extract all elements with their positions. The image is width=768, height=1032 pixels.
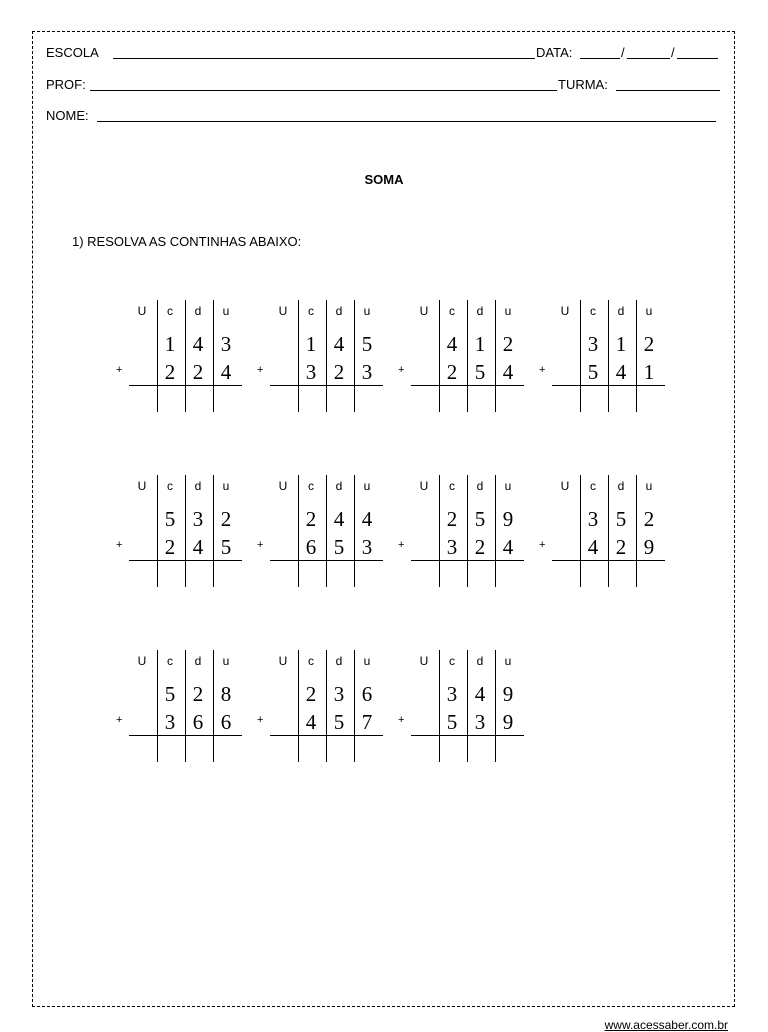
class-field[interactable] [616, 90, 720, 91]
sum-line [270, 735, 383, 736]
column-divider [185, 650, 186, 762]
bottom-digit: 5 [446, 710, 458, 734]
column-header: u [504, 654, 512, 668]
top-digit: 5 [361, 332, 373, 356]
column-header: u [222, 654, 230, 668]
bottom-digit: 3 [361, 360, 373, 384]
column-header: c [449, 479, 455, 493]
sum-line [552, 560, 665, 561]
footer-url[interactable]: www.acessaber.com.br [604, 1018, 728, 1032]
top-digit: 4 [333, 332, 345, 356]
bottom-digit: 2 [446, 360, 458, 384]
addition-problem [254, 650, 404, 760]
sum-line [129, 560, 242, 561]
column-header: u [363, 304, 371, 318]
column-header: u [222, 479, 230, 493]
column-header: d [335, 304, 343, 318]
column-header: d [617, 304, 625, 318]
column-divider [608, 475, 609, 587]
bottom-digit: 3 [446, 535, 458, 559]
column-header: c [449, 304, 455, 318]
column-divider [326, 475, 327, 587]
plus-sign: + [539, 539, 546, 551]
column-divider [213, 475, 214, 587]
column-header: c [590, 479, 596, 493]
date-separator: / [621, 45, 625, 60]
column-divider [580, 300, 581, 412]
top-digit: 3 [587, 332, 599, 356]
school-field[interactable] [113, 58, 535, 59]
top-digit: 4 [446, 332, 458, 356]
column-header: U [419, 479, 429, 493]
column-header: d [194, 654, 202, 668]
column-header: c [308, 654, 314, 668]
column-header: d [335, 654, 343, 668]
column-divider [495, 300, 496, 412]
bottom-digit: 2 [164, 535, 176, 559]
sum-line [270, 560, 383, 561]
plus-sign: + [257, 364, 264, 376]
column-divider [636, 300, 637, 412]
column-header: u [363, 479, 371, 493]
bottom-digit: 3 [305, 360, 317, 384]
bottom-digit: 4 [220, 360, 232, 384]
sum-line [411, 385, 524, 386]
column-divider [185, 475, 186, 587]
name-label: NOME: [46, 108, 89, 123]
sum-line [411, 735, 524, 736]
column-divider [439, 650, 440, 762]
column-divider [439, 475, 440, 587]
column-divider [157, 650, 158, 762]
column-header: U [137, 654, 147, 668]
bottom-digit: 2 [474, 535, 486, 559]
sum-line [411, 560, 524, 561]
top-digit: 2 [220, 507, 232, 531]
top-digit: 2 [305, 682, 317, 706]
top-digit: 2 [305, 507, 317, 531]
bottom-digit: 3 [474, 710, 486, 734]
top-digit: 2 [192, 682, 204, 706]
addition-problem [113, 300, 263, 410]
column-header: U [137, 479, 147, 493]
bottom-digit: 5 [333, 710, 345, 734]
column-divider [326, 650, 327, 762]
plus-sign: + [116, 714, 123, 726]
column-header: U [278, 304, 288, 318]
top-digit: 1 [615, 332, 627, 356]
bottom-digit: 6 [305, 535, 317, 559]
top-digit: 2 [446, 507, 458, 531]
column-header: c [167, 479, 173, 493]
column-header: u [363, 654, 371, 668]
column-header: c [449, 654, 455, 668]
bottom-digit: 4 [502, 535, 514, 559]
column-divider [467, 475, 468, 587]
bottom-digit: 1 [643, 360, 655, 384]
top-digit: 3 [446, 682, 458, 706]
bottom-digit: 2 [192, 360, 204, 384]
top-digit: 4 [333, 507, 345, 531]
addition-problem [395, 300, 545, 410]
top-digit: 5 [615, 507, 627, 531]
school-label: ESCOLA [46, 45, 99, 60]
column-header: u [645, 304, 653, 318]
column-divider [298, 475, 299, 587]
column-header: c [308, 479, 314, 493]
column-divider [467, 300, 468, 412]
addition-problem [536, 475, 686, 585]
sum-line [270, 385, 383, 386]
addition-problem [395, 475, 545, 585]
bottom-digit: 4 [502, 360, 514, 384]
top-digit: 1 [305, 332, 317, 356]
column-header: c [167, 654, 173, 668]
top-digit: 5 [164, 682, 176, 706]
top-digit: 4 [192, 332, 204, 356]
date-label: DATA: [536, 45, 573, 60]
top-digit: 2 [502, 332, 514, 356]
top-digit: 9 [502, 507, 514, 531]
bottom-digit: 5 [587, 360, 599, 384]
sum-line [129, 735, 242, 736]
teacher-label: PROF: [46, 77, 86, 92]
top-digit: 1 [164, 332, 176, 356]
column-divider [636, 475, 637, 587]
plus-sign: + [398, 364, 405, 376]
top-digit: 5 [164, 507, 176, 531]
plus-sign: + [398, 714, 405, 726]
bottom-digit: 9 [502, 710, 514, 734]
column-header: d [476, 654, 484, 668]
date-separator: / [671, 45, 675, 60]
plus-sign: + [116, 364, 123, 376]
bottom-digit: 3 [361, 535, 373, 559]
column-divider [157, 475, 158, 587]
addition-problem [536, 300, 686, 410]
bottom-digit: 4 [615, 360, 627, 384]
top-digit: 6 [361, 682, 373, 706]
column-header: c [308, 304, 314, 318]
bottom-digit: 6 [220, 710, 232, 734]
top-digit: 3 [587, 507, 599, 531]
column-header: u [222, 304, 230, 318]
column-divider [580, 475, 581, 587]
top-digit: 3 [192, 507, 204, 531]
column-header: c [590, 304, 596, 318]
instruction-text: 1) RESOLVA AS CONTINHAS ABAIXO: [72, 234, 302, 249]
column-header: d [476, 479, 484, 493]
column-divider [326, 300, 327, 412]
column-divider [354, 475, 355, 587]
bottom-digit: 3 [164, 710, 176, 734]
plus-sign: + [398, 539, 405, 551]
column-divider [185, 300, 186, 412]
date-year-field[interactable] [677, 58, 718, 59]
column-divider [213, 300, 214, 412]
column-header: d [617, 479, 625, 493]
addition-problem [113, 475, 263, 585]
bottom-digit: 4 [587, 535, 599, 559]
bottom-digit: 7 [361, 710, 373, 734]
column-header: U [560, 479, 570, 493]
page-title: SOMA [364, 172, 404, 187]
date-day-field[interactable] [580, 58, 620, 59]
top-digit: 4 [361, 507, 373, 531]
addition-problem [254, 300, 404, 410]
plus-sign: + [539, 364, 546, 376]
column-header: d [194, 304, 202, 318]
top-digit: 3 [220, 332, 232, 356]
bottom-digit: 5 [474, 360, 486, 384]
column-divider [354, 300, 355, 412]
top-digit: 5 [474, 507, 486, 531]
name-field[interactable] [97, 121, 716, 122]
column-divider [354, 650, 355, 762]
top-digit: 8 [220, 682, 232, 706]
bottom-digit: 2 [333, 360, 345, 384]
sum-line [552, 385, 665, 386]
plus-sign: + [116, 539, 123, 551]
column-divider [157, 300, 158, 412]
top-digit: 4 [474, 682, 486, 706]
column-header: U [278, 479, 288, 493]
bottom-digit: 4 [192, 535, 204, 559]
column-divider [298, 300, 299, 412]
top-digit: 3 [333, 682, 345, 706]
addition-problem [113, 650, 263, 760]
column-header: u [645, 479, 653, 493]
column-divider [298, 650, 299, 762]
column-header: U [419, 654, 429, 668]
top-digit: 1 [474, 332, 486, 356]
teacher-field[interactable] [90, 90, 557, 91]
plus-sign: + [257, 539, 264, 551]
top-digit: 9 [502, 682, 514, 706]
top-digit: 2 [643, 332, 655, 356]
column-header: U [560, 304, 570, 318]
bottom-digit: 6 [192, 710, 204, 734]
bottom-digit: 2 [164, 360, 176, 384]
column-divider [495, 650, 496, 762]
addition-problem [395, 650, 545, 760]
column-header: d [194, 479, 202, 493]
date-month-field[interactable] [627, 58, 670, 59]
column-header: c [167, 304, 173, 318]
column-header: U [137, 304, 147, 318]
column-header: d [476, 304, 484, 318]
column-header: u [504, 479, 512, 493]
column-header: u [504, 304, 512, 318]
column-header: U [419, 304, 429, 318]
sum-line [129, 385, 242, 386]
addition-problem [254, 475, 404, 585]
column-header: d [335, 479, 343, 493]
bottom-digit: 4 [305, 710, 317, 734]
column-header: U [278, 654, 288, 668]
class-label: TURMA: [558, 77, 608, 92]
bottom-digit: 5 [333, 535, 345, 559]
column-divider [213, 650, 214, 762]
plus-sign: + [257, 714, 264, 726]
column-divider [495, 475, 496, 587]
column-divider [439, 300, 440, 412]
column-divider [467, 650, 468, 762]
bottom-digit: 9 [643, 535, 655, 559]
top-digit: 2 [643, 507, 655, 531]
bottom-digit: 5 [220, 535, 232, 559]
column-divider [608, 300, 609, 412]
bottom-digit: 2 [615, 535, 627, 559]
